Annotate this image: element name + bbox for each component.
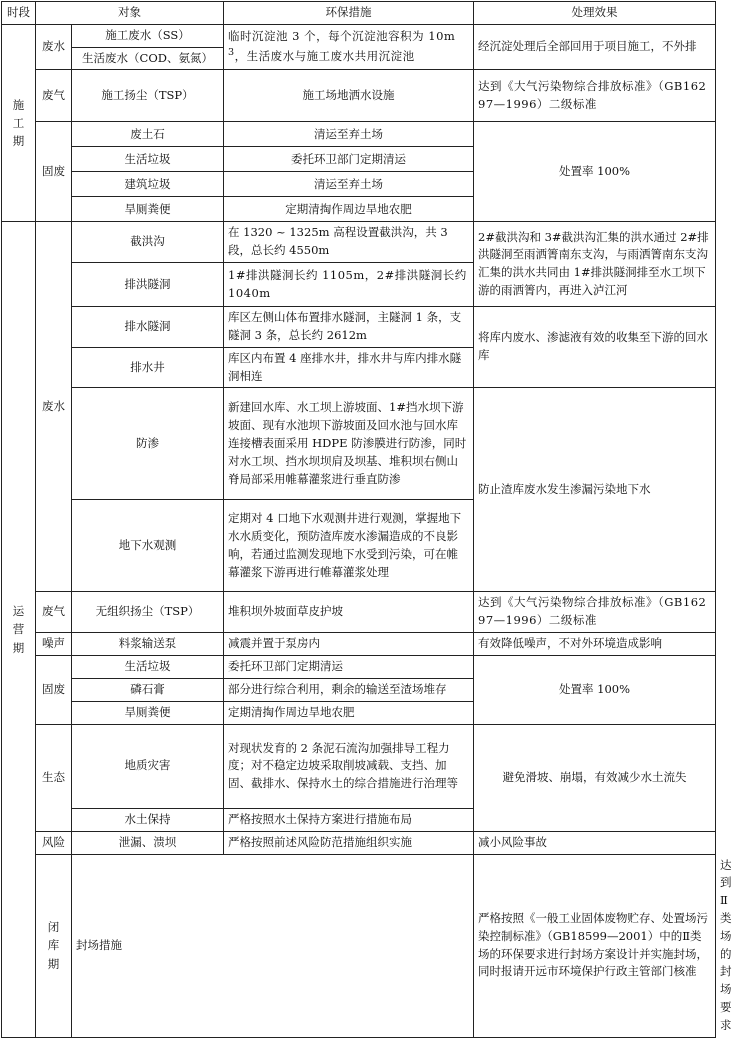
measure-cell: 严格按照《一般工业固体废物贮存、处置场污染控制标准》（GB18599—2001）中的Ⅱ类场的环保要求进行封场方案设计并实施封场，同时报请开远市环境保护行政主管部门核准 (474, 854, 716, 1037)
object-cell: 旱厕粪便 (72, 701, 224, 724)
measure-cell: 临时沉淀池 3 个，每个沉淀池容积为 $10m^3$，生活废水与施工废水共用沉淀池 (224, 24, 474, 70)
object-cell: 防渗 (72, 388, 224, 500)
object-cell: 料浆输送泵 (72, 632, 224, 655)
object-cell: 废土石 (72, 122, 224, 147)
table-row (2, 592, 716, 633)
category-cell: 废水 (36, 24, 72, 70)
table-row (2, 632, 716, 655)
table-row (2, 122, 716, 147)
table-row (2, 724, 716, 808)
object-cell: 建筑垃圾 (72, 172, 224, 197)
category-cell: 固废 (36, 122, 72, 222)
category-cell: 风险 (36, 831, 72, 854)
table-row (2, 388, 716, 500)
measure-cell: 库区内布置 4 座排水井，排水井与库内排水隧洞相连 (224, 347, 474, 388)
measure-cell: 清运至弃土场 (224, 172, 474, 197)
header-period: 时段 (2, 2, 36, 25)
object-cell: 截洪沟 (72, 222, 224, 263)
measure-cell: 新建回水库、水工坝上游坡面、1#挡水坝下游坡面、现有水池坝下游坡面及回水池与回水库连接槽表面采用 HDPE 防渗膜进行防渗，同时对水工坝、挡水坝坝肩及坝基、堆积坝右侧山脊局部采用帷幕灌浆进行垂直防渗 (224, 388, 474, 500)
measure-cell: 清运至弃土场 (224, 122, 474, 147)
header-measure: 环保措施 (224, 2, 474, 25)
effect-cell: 达到《大气污染物综合排放标准》（GB16297—1996）二级标准 (474, 592, 716, 633)
environmental-measures-table (1, 1, 732, 1038)
measure-cell: 库区左侧山体布置排水隧洞，主隧洞 1 条，支隧洞 3 条，总长约 2612m (224, 307, 474, 348)
object-cell: 施工废水（SS） (72, 24, 224, 47)
object-cell: 施工扬尘（TSP） (72, 70, 224, 122)
category-cell: 噪声 (36, 632, 72, 655)
period-closure: 闭 库 期 (36, 854, 72, 1037)
object-cell: 无组织扬尘（TSP） (72, 592, 224, 633)
table-row (2, 307, 716, 348)
measure-cell: 委托环卫部门定期清运 (224, 655, 474, 678)
table-row (2, 831, 716, 854)
measure-cell: 严格按照前述风险防范措施组织实施 (224, 831, 474, 854)
measure-cell: 在 1320 ~ 1325m 高程设置截洪沟，共 3 段，总长约 4550m (224, 222, 474, 263)
header-effect: 处理效果 (474, 2, 716, 25)
object-cell: 磷石膏 (72, 678, 224, 701)
measure-cell: 对现状发育的 2 条泥石流沟加强排导工程力度；对不稳定边坡采取削坡减载、支挡、加固、截排水、保持水土的综合措施进行治理等 (224, 724, 474, 808)
object-cell: 封场措施 (72, 854, 474, 1037)
category-cell: 废气 (36, 592, 72, 633)
object-cell: 排水隧洞 (72, 307, 224, 348)
measure-cell: 定期清掏作周边旱地农肥 (224, 701, 474, 724)
measure-cell: 定期对 4 口地下水观测井进行观测，掌握地下水水质变化，预防渣库废水渗漏造成的不良影响，若通过监测发现地下水受到污染，可在帷幕灌浆下游再进行帷幕灌浆处理 (224, 500, 474, 592)
category-cell: 固废 (36, 655, 72, 724)
effect-cell: 2#截洪沟和 3#截洪沟汇集的洪水通过 2#排洪隧洞至雨洒箐南东支沟，与雨洒箐南东支沟汇集的洪水共同由 1#排洪隧洞排至水工坝下游的雨洒箐内，再进入泸江河 (474, 222, 716, 307)
category-cell: 生态 (36, 724, 72, 831)
effect-cell: 经沉淀处理后全部回用于项目施工，不外排 (474, 24, 716, 70)
effect-cell: 将库内废水、渗滤液有效的收集至下游的回水库 (474, 307, 716, 388)
object-cell: 地质灾害 (72, 724, 224, 808)
measure-cell: 定期清掏作周边旱地农肥 (224, 197, 474, 222)
measure-cell: 严格按照水土保持方案进行措施布局 (224, 808, 474, 831)
period-construction: 施 工 期 (2, 24, 36, 222)
object-cell: 生活废水（COD、氨氮） (72, 47, 224, 70)
measure-cell: 减震并置于泵房内 (224, 632, 474, 655)
table-row (2, 24, 716, 47)
effect-cell: 处置率 100% (474, 655, 716, 724)
period-operation: 运 营 期 (2, 222, 36, 1037)
object-cell: 生活垃圾 (72, 147, 224, 172)
category-cell: 废气 (36, 70, 72, 122)
object-cell: 排水井 (72, 347, 224, 388)
measure-cell: 委托环卫部门定期清运 (224, 147, 474, 172)
category-cell: 废水 (36, 222, 72, 592)
measure-cell: 堆积坝外坡面草皮护坡 (224, 592, 474, 633)
effect-cell: 有效降低噪声，不对外环境造成影响 (474, 632, 716, 655)
effect-cell: 防止渣库废水发生渗漏污染地下水 (474, 388, 716, 592)
effect-cell: 达到《大气污染物综合排放标准》（GB16297—1996）二级标准 (474, 70, 716, 122)
measure-cell: 部分进行综合利用，剩余的输送至渣场堆存 (224, 678, 474, 701)
table-row (2, 70, 716, 122)
table-row (2, 222, 716, 263)
effect-cell: 处置率 100% (474, 122, 716, 222)
header-object: 对象 (36, 2, 224, 25)
object-cell: 泄漏、溃坝 (72, 831, 224, 854)
object-cell: 生活垃圾 (72, 655, 224, 678)
table-header-row (2, 2, 716, 25)
object-cell: 旱厕粪便 (72, 197, 224, 222)
measure-cell: 施工场地洒水设施 (224, 70, 474, 122)
effect-cell: 减小风险事故 (474, 831, 716, 854)
object-cell: 排洪隧洞 (72, 263, 224, 307)
table-row: 闭 库 期 封场措施 严格按照《一般工业固体废物贮存、处置场污染控制标准》（GB18599—2001）中的Ⅱ类场的环保要求进行封场方案设计并实施封场，同时报请开远市环境保护行政主管部门核准 达到Ⅱ类场的封场要求 (2, 854, 716, 1037)
table-row (2, 655, 716, 678)
object-cell: 地下水观测 (72, 500, 224, 592)
object-cell: 水土保持 (72, 808, 224, 831)
effect-cell: 避免滑坡、崩塌，有效减少水土流失 (474, 724, 716, 831)
measure-cell: 1#排洪隧洞长约 1105m，2#排洪隧洞长约 1040m (224, 263, 474, 307)
